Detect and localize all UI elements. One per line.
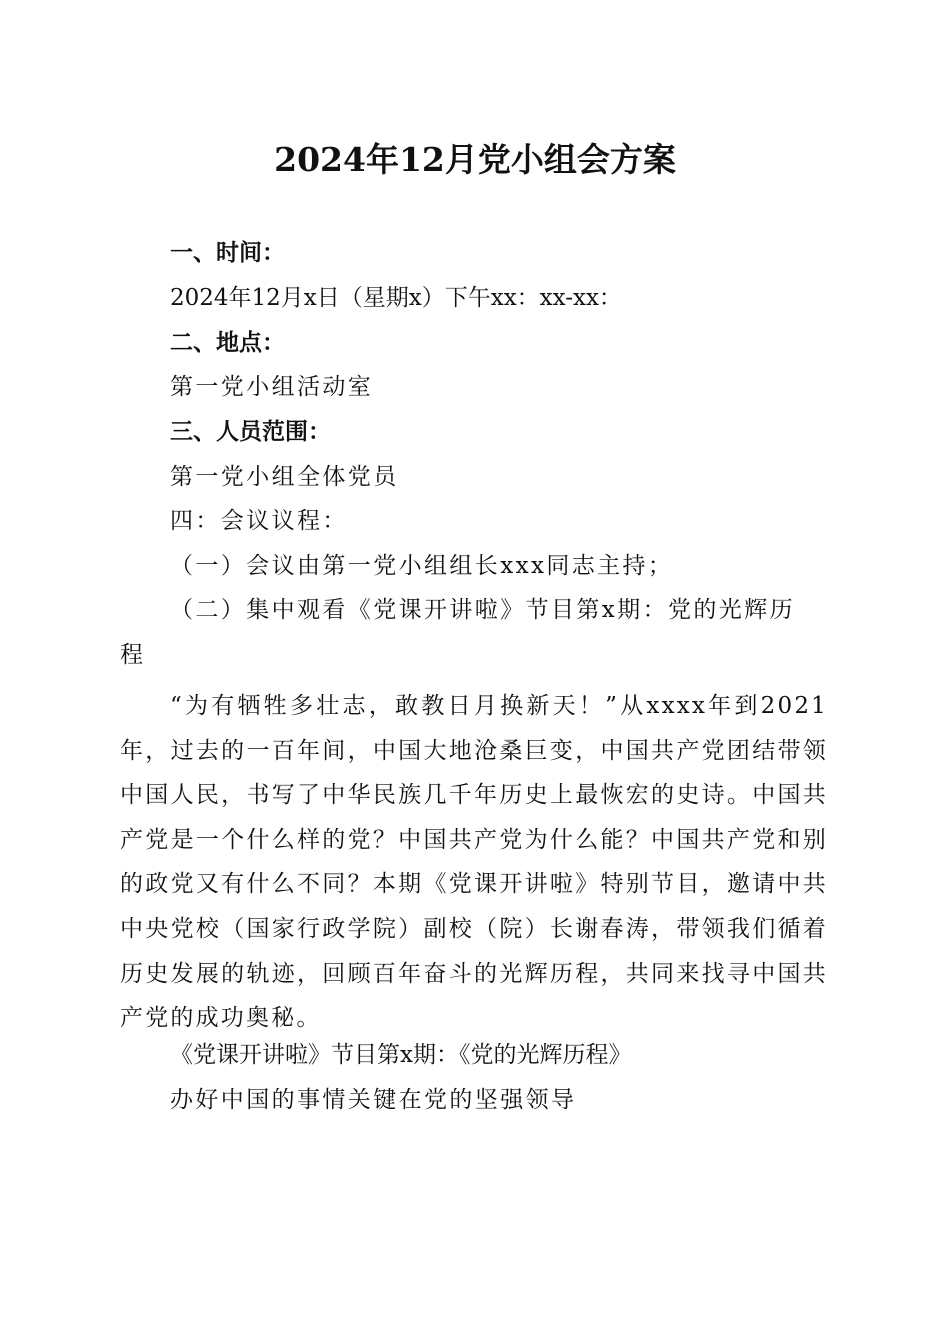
program-description-paragraph: “为有牺牲多壮志，敢教日月换新天！”从xxxx年到2021年，过去的一百年间，中国大地沧桑巨变，中国共产党团结带领中国人民，书写了中华民族几千年历史上最恢宏的史诗。中国共产党是一个什么样的党？中国共产党为什么能？中国共产党和别的政党又有什么不同？本期《党课开讲啦》特别节目，邀请中共中央党校（国家行政学院）副校（院）长谢春涛，带领我们循着历史发展的轨迹，回顾百年奋斗的光辉历程，共同来找寻中国共产党的成功奥秘。 bbox=[120, 693, 828, 1032]
agenda-item-2-continuation: 程 bbox=[120, 642, 143, 668]
time-heading: 一、时间： bbox=[170, 240, 285, 266]
subtitle-line: 办好中国的事情关键在党的坚强领导 bbox=[170, 1087, 577, 1113]
program-line: 《党课开讲啦》节目第x期：《党的光辉历程》 bbox=[170, 1042, 632, 1068]
agenda-item-2: （二）集中观看《党课开讲啦》节目第x期：党的光辉历 bbox=[170, 597, 795, 623]
agenda-item-1: （一）会议由第一党小组组长xxx同志主持； bbox=[170, 553, 674, 579]
people-heading: 三、人员范围： bbox=[170, 419, 331, 445]
place-value: 第一党小组活动室 bbox=[170, 374, 374, 400]
people-value: 第一党小组全体党员 bbox=[170, 464, 399, 490]
agenda-heading: 四：会议议程： bbox=[170, 508, 348, 534]
document-title: 2024年12月党小组会方案 bbox=[274, 140, 676, 179]
place-heading: 二、地点： bbox=[170, 330, 285, 356]
time-value: 2024年12月x日（星期x）下午xx：xx-xx： bbox=[170, 285, 622, 311]
